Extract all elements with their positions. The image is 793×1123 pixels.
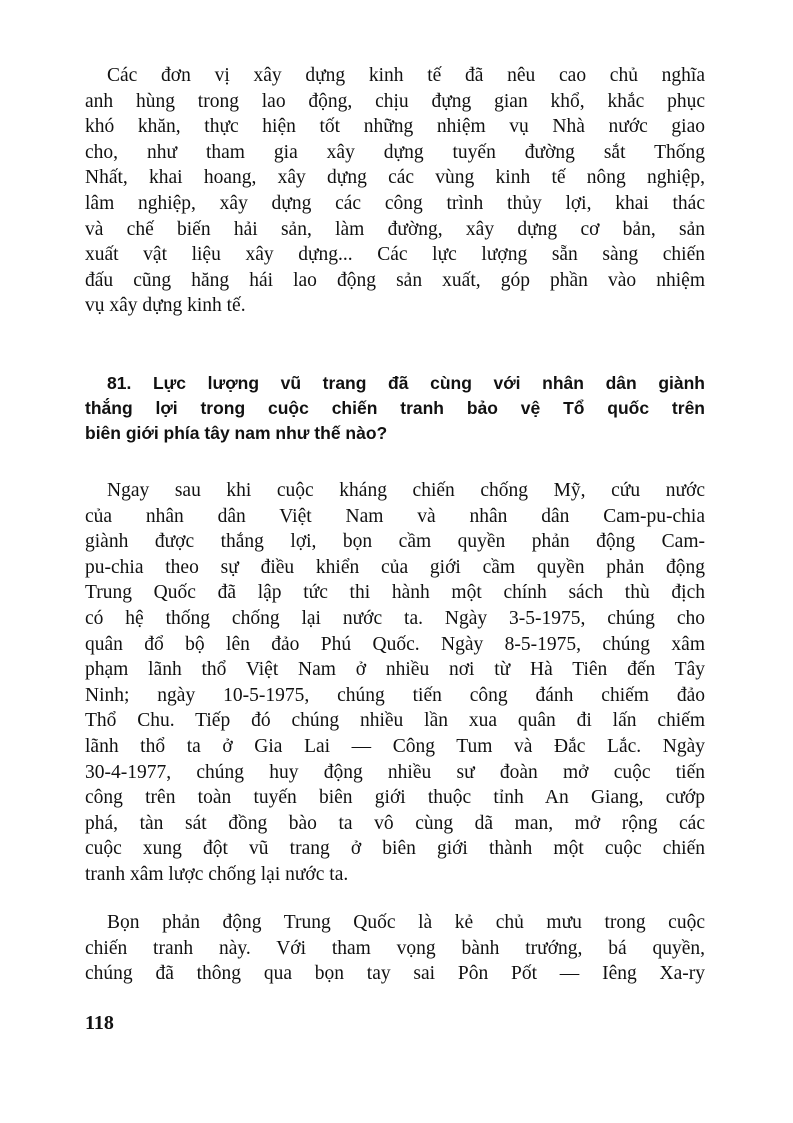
text-line: 30-4-1977, chúng huy động nhiều sư đoàn mở cuộc tiến: [85, 761, 705, 783]
paragraph-3: [85, 910, 705, 987]
text-line: anh hùng trong lao động, chịu đựng gian khổ, khắc phục: [85, 90, 705, 112]
text-line: phạm lãnh thổ Việt Nam ở nhiều nơi từ Hà Tiên đến Tây: [85, 659, 705, 681]
text-line: Thổ Chu. Tiếp đó chúng nhiều lần xua quân đi lấn chiếm: [85, 710, 705, 732]
text-line: thắng lợi trong cuộc chiến tranh bảo vệ Tổ quốc trên: [85, 398, 705, 418]
text-line: vụ xây dựng kinh tế.: [85, 295, 246, 317]
text-line: cuộc xung đột vũ trang ở biên giới thành một cuộc chiến: [85, 838, 705, 860]
text-line: chiến tranh này. Với tham vọng bành trướng, bá quyền,: [85, 937, 705, 959]
paragraph-1: [85, 63, 705, 319]
text-line: đấu cũng hăng hái lao động sản xuất, góp phần vào nhiệm: [85, 269, 705, 291]
text-line: cho, như tham gia xây dựng tuyến đường sắt Thống: [85, 141, 705, 163]
text-line: xuất vật liệu xây dựng... Các lực lượng sẵn sàng chiến: [85, 244, 705, 266]
text-line: lãnh thổ ta ở Gia Lai — Công Tum và Đắc Lắc. Ngày: [85, 735, 705, 757]
text-line: quân đổ bộ lên đảo Phú Quốc. Ngày 8-5-1975, chúng xâm: [85, 633, 705, 655]
text-line: có hệ thống chống lại nước ta. Ngày 3-5-1975, chúng cho: [85, 607, 705, 629]
text-line: của nhân dân Việt Nam và nhân dân Cam-pu-chia: [85, 505, 705, 527]
text-line: biên giới phía tây nam như thế nào?: [85, 423, 388, 443]
text-line: khó khăn, thực hiện tốt những nhiệm vụ Nhà nước giao: [85, 116, 705, 138]
text-line: chúng đã thông qua bọn tay sai Pôn Pốt — Iêng Xa-ry: [85, 963, 705, 985]
text-line: công trên toàn tuyến biên giới thuộc tỉnh An Giang, cướp: [85, 787, 705, 809]
text-line: Ngay sau khi cuộc kháng chiến chống Mỹ, cứu nước: [107, 480, 705, 501]
text-line: Các đơn vị xây dựng kinh tế đã nêu cao chủ nghĩa: [107, 65, 705, 86]
page-number: 118: [85, 1012, 114, 1034]
text-line: tranh xâm lược chống lại nước ta.: [85, 863, 349, 885]
text-line: pu-chia theo sự điều khiển của giới cầm quyền phản động: [85, 556, 705, 578]
text-line: Bọn phản động Trung Quốc là kẻ chủ mưu trong cuộc: [107, 912, 705, 933]
text-line: giành được thắng lợi, bọn cầm quyền phản động Cam-: [85, 531, 705, 553]
text-line: Ninh; ngày 10-5-1975, chúng tiến công đánh chiếm đảo: [85, 684, 705, 706]
text-line: 81. Lực lượng vũ trang đã cùng với nhân dân giành: [107, 373, 705, 393]
text-line: lâm nghiệp, xây dựng các công trình thủy lợi, khai thác: [85, 192, 705, 214]
text-line: Trung Quốc đã lập tức thi hành một chính sách thù địch: [85, 582, 705, 604]
question-81-heading: [85, 371, 705, 446]
text-line: phá, tàn sát đồng bào ta vô cùng dã man, mở rộng các: [85, 812, 705, 834]
text-line: Nhất, khai hoang, xây dựng các vùng kinh tế nông nghiệp,: [85, 167, 705, 189]
paragraph-2: [85, 478, 705, 888]
text-line: và chế biến hải sản, làm đường, xây dựng cơ bản, sản: [85, 218, 705, 240]
